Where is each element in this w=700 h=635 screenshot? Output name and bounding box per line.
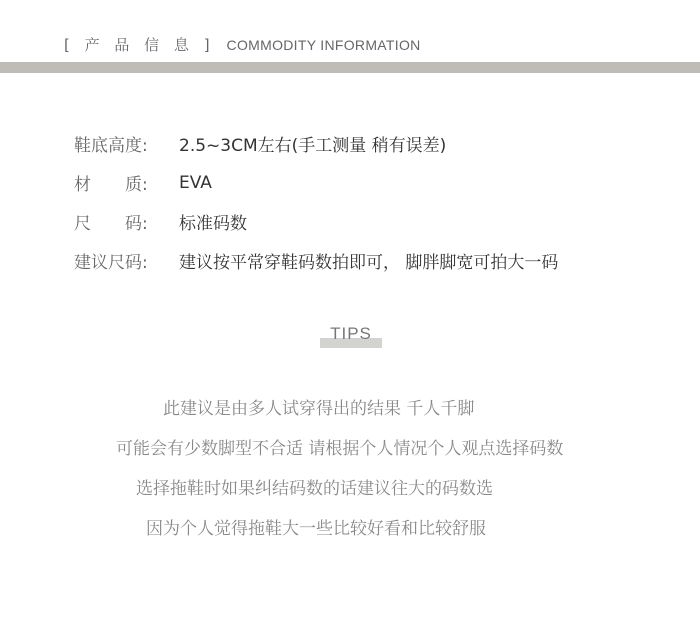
section-header [64,34,421,55]
spec-label: 尺 码: [74,214,148,234]
spec-row-sole-height [74,124,558,163]
tips-label: TIPS [330,324,372,343]
spec-list [74,124,558,280]
spec-row-material [74,163,558,202]
advice-line: 选择拖鞋时如果纠结码数的话建议往大的码数选 [136,479,493,499]
header-divider-band [0,62,700,73]
advice-line: 此建议是由多人试穿得出的结果 千人千脚 [163,399,475,419]
spec-row-suggested-size [74,241,558,280]
advice-line: 因为个人觉得拖鞋大一些比较好看和比较舒服 [146,519,486,539]
spec-value: 建议按平常穿鞋码数拍即可， 脚胖脚宽可拍大一码 [179,253,559,273]
section-title-en: COMMODITY INFORMATION [226,36,421,53]
section-title-cn: [ 产 品 信 息 ] [64,36,215,54]
spec-label: 建议尺码: [74,253,148,273]
tips-heading [320,324,382,348]
advice-line: 可能会有少数脚型不合适 请根据个人情况个人观点选择码数 [116,439,564,459]
spec-value: 标准码数 [179,214,247,234]
spec-row-size [74,202,558,241]
spec-value: 2.5~3CM左右(手工测量 稍有误差) [179,136,447,156]
spec-label: 鞋底高度: [74,136,148,156]
spec-label: 材 质: [74,175,148,195]
spec-value: EVA [179,172,212,193]
